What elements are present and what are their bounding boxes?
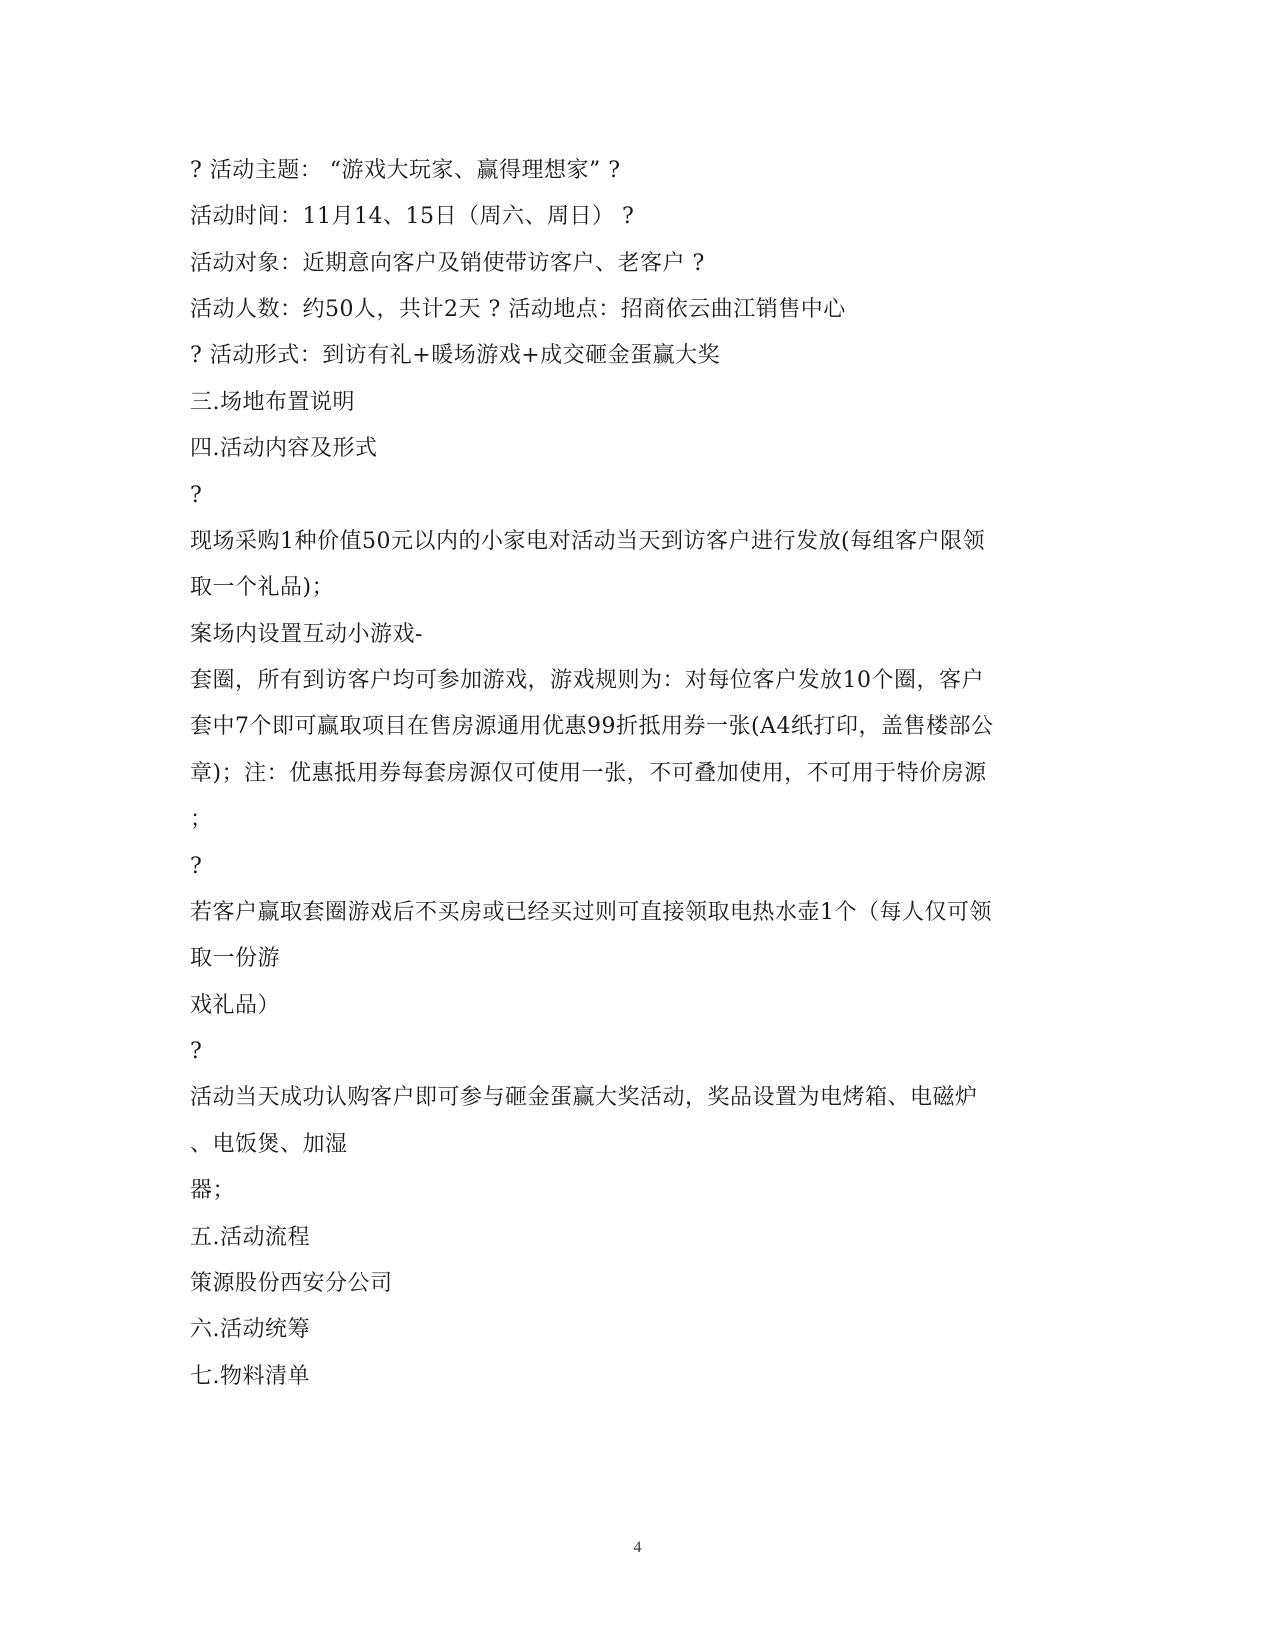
placeholder-mark: ? (190, 483, 203, 508)
body-text-line: 案场内设置互动小游戏- (190, 622, 423, 647)
activity-time-line: 活动时间：11月14、15日（周六、周日） ? (190, 204, 635, 229)
body-text-line: 若客户赢取套圈游戏后不买房或已经买过则可直接领取电热水壶1个（每人仅可领 (190, 900, 992, 925)
placeholder-mark: ? (190, 1039, 203, 1064)
body-text-line: 取一份游 (190, 946, 281, 971)
body-text-line: 套圈，所有到访客户均可参加游戏，游戏规则为：对每位客户发放10个圈，客户 (190, 668, 984, 693)
body-text-line: 现场采购1种价值50元以内的小家电对活动当天到访客户进行发放(每组客户限领 (190, 529, 986, 554)
body-text-line: 取一个礼品)； (190, 575, 335, 600)
section-heading-materials: 七.物料清单 (190, 1364, 310, 1389)
activity-format-line: ? 活动形式：到访有礼+暖场游戏+成交砸金蛋赢大奖 (190, 343, 721, 368)
body-text-line: 、电饭煲、加湿 (190, 1132, 348, 1157)
section-heading-coordination: 六.活动统筹 (190, 1317, 310, 1342)
company-name: 策源股份西安分公司 (190, 1271, 393, 1296)
placeholder-mark: ? (190, 854, 203, 879)
body-text-line: 套中7个即可赢取项目在售房源通用优惠99折抵用券一张(A4纸打印，盖售楼部公 (190, 714, 994, 739)
section-heading-venue: 三.场地布置说明 (190, 390, 355, 415)
activity-count-location-line: 活动人数：约50人，共计2天 ? 活动地点：招商依云曲江销售中心 (190, 297, 846, 322)
body-text-line: 活动当天成功认购客户即可参与砸金蛋赢大奖活动，奖品设置为电烤箱、电磁炉 (190, 1085, 978, 1110)
section-heading-process: 五.活动流程 (190, 1225, 310, 1250)
body-text-line: ； (190, 807, 213, 832)
body-text-line: 器； (190, 1178, 236, 1203)
body-text-line: 戏礼品） (190, 993, 281, 1018)
activity-target-line: 活动对象：近期意向客户及销使带访客户、老客户 ? (190, 251, 705, 276)
page-number: 4 (633, 1539, 642, 1556)
activity-theme-line: ? 活动主题： “游戏大玩家、赢得理想家” ? (190, 158, 621, 183)
section-heading-content: 四.活动内容及形式 (190, 436, 378, 461)
body-text-line: 章)；注：优惠抵用券每套房源仅可使用一张，不可叠加使用，不可用于特价房源 (190, 761, 987, 786)
